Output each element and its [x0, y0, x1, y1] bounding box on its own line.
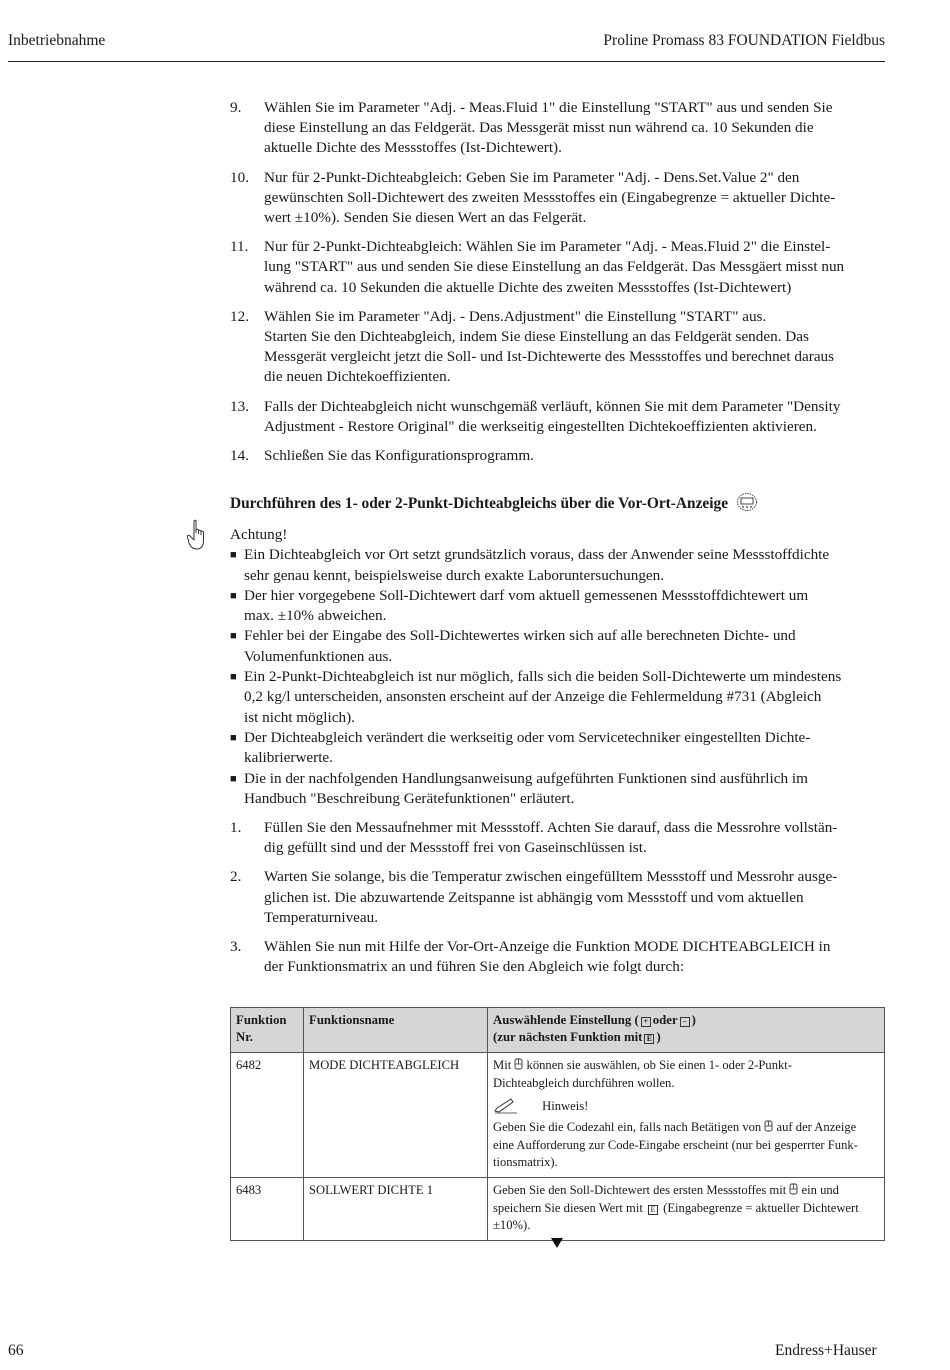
plus-minus-key-icon — [764, 1120, 773, 1137]
list-item: 3. Wählen Sie nun mit Hilfe der Vor-Ort-Anzeige die Funktion MODE DICHTEABGLEICH in der Funktionsmatrix an und führen Sie den Abgleich wie folgt durch: — [230, 938, 831, 976]
pencil-note-icon — [493, 1098, 519, 1119]
list-item: 2. Warten Sie solange, bis die Temperatur zwischen eingefülltem Messstoff und Messrohr ausge- glichen ist. Die abzuwartende Zeitspanne ist abhängig vom Messstoff und vom aktuellen Temperaturniveau. — [230, 868, 838, 926]
list-item: 1. Füllen Sie den Messaufnehmer mit Messstoff. Achten Sie darauf, dass die Messrohre vollstän- dig gefüllt sind und der Messstoff frei von Gaseinschlüssen ist. — [230, 819, 838, 857]
footer-brand: Endress+Hauser — [775, 1342, 877, 1359]
function-table — [230, 1007, 885, 1241]
list-item: 11. Nur für 2-Punkt-Dichteabgleich: Wählen Sie im Parameter "Adj. - Meas.Fluid 2" die Einstel- lung "START" aus und senden Sie diese Einstellung an das Feldgerät. Das Messgäert misst nun während ca. 10 Sekunden die aktuelle Dichte des zweiten Messstoffes (Ist-Dichtewert) — [230, 238, 845, 296]
col-header-nr: Funktion Nr. — [231, 1008, 304, 1053]
col-header-setting: Auswählende Einstellung ( + oder − ) (zur nächsten Funktion mit E ) — [488, 1008, 885, 1053]
table-row: 6483 SOLLWERT DICHTE 1 Geben Sie den Soll-Dichtewert des ersten Messstoffes mit ein und speichern Sie diesen Wert mit E (Eingabegrenze = aktueller Dichtewert ±10%). — [231, 1178, 885, 1241]
plus-minus-key-icon — [514, 1058, 523, 1075]
list-item: ■ Ein 2-Punkt-Dichteabgleich ist nur möglich, falls sich die beiden Soll-Dichtewerte um mindestens 0,2 kg/l unterscheiden, ansonsten erscheint auf der Anzeige die Fehlermeldung #731 (Abgleich ist nicht möglich). — [230, 668, 842, 726]
table-header-row — [231, 1008, 885, 1053]
list-item: 9. Wählen Sie im Parameter "Adj. - Meas.Fluid 1" die Einstellung "START" aus und senden Sie diese Einstellung an das Feldgerät. Das Messgerät misst nun während ca. 10 Sekunden die aktuelle Dichte des Messstoffes (Ist-Dichtewert). — [230, 99, 833, 157]
list-item: 13. Falls der Dichteabgleich nicht wunschgemäß verläuft, können Sie mit dem Parameter "Density Adjustment - Restore Original" die werkseitig eingestellten Dichtekoeffizienten aktivieren. — [230, 397, 841, 435]
warning-box — [230, 525, 886, 809]
plus-key-icon: + — [641, 1017, 651, 1027]
list-item: ■ Der Dichteabgleich verändert die werkseitig oder vom Servicetechniker eingestellten Dichte- kalibrierwerte. — [230, 728, 811, 767]
list-item: ■ Der hier vorgegebene Soll-Dichtewert darf vom aktuell gemessenen Messstoffdichtewert um max. ±10% abweichen. — [230, 586, 809, 625]
local-display-icon — [736, 492, 758, 517]
steps-top-list — [230, 98, 886, 475]
list-item: ■ Fehler bei der Eingabe des Soll-Dichtewertes wirken sich auf alle berechneten Dichte- und Volumenfunktionen aus. — [230, 627, 796, 665]
list-item: ■ Die in der nachfolgenden Handlungsanweisung aufgeführten Funktionen sind ausführlich im Handbuch "Beschreibung Gerätefunktionen" erläutert. — [230, 769, 808, 807]
page-number: 66 — [8, 1342, 24, 1359]
col-header-name: Funktionsname — [304, 1008, 488, 1053]
minus-key-icon: − — [680, 1017, 690, 1027]
continue-down-arrow-icon — [551, 1238, 563, 1248]
table-row: 6482 MODE DICHTEABGLEICH Mit können sie auswählen, ob Sie einen 1- oder 2-Punkt- Dichteabgleich durchführen wollen. Hinweis! Geben Sie die Codezahl ein, falls nach Betätigen von auf der Anzeige eine Aufforderung zur Code-Eingabe erscheint (nur bei gesperrter Funk- tionsmatrix). — [231, 1053, 885, 1178]
steps-bottom-list — [230, 818, 886, 986]
note: Hinweis! Geben Sie die Codezahl ein, falls nach Betätigen von auf der Anzeige eine Aufforderung zur Code-Eingabe erscheint (nur bei gesperrter Funk- tionsmatrix). — [493, 1099, 858, 1169]
header-product-title: Proline Promass 83 FOUNDATION Fieldbus — [603, 32, 885, 49]
list-item: 12. Wählen Sie im Parameter "Adj. - Dens.Adjustment" die Einstellung "START" aus. Starten Sie den Dichteabgleich, indem Sie diese Einstellung an das Feldgerät senden. Das Messgerät vergleicht jetzt die Soll- und Ist-Dichtewerte des Messstoffes und berechnet daraus die neuen Dichtekoeffizienten. — [230, 307, 835, 386]
warning-heading: Achtung! — [230, 526, 288, 543]
page-header — [8, 32, 885, 62]
plus-minus-key-icon — [789, 1183, 798, 1200]
enter-key-icon: E — [644, 1034, 654, 1044]
pointing-hand-warning-icon — [186, 519, 208, 556]
enter-key-icon: E — [648, 1205, 658, 1215]
header-section-title: Inbetriebnahme — [8, 32, 106, 49]
list-item: 14. Schließen Sie das Konfigurationsprogramm. — [230, 447, 534, 465]
section-heading: Durchführen des 1- oder 2-Punkt-Dichteabgleichs über die Vor-Ort-Anzeige — [230, 492, 758, 517]
list-item: 10. Nur für 2-Punkt-Dichteabgleich: Geben Sie im Parameter "Adj. - Dens.Set.Value 2" den gewünschten Soll-Dichtewert des zweiten Messstoffes ein (Eingabegrenze = aktueller Dichte- wert ±10%). Senden Sie diesen Wert an das Felgerät. — [230, 168, 836, 227]
list-item: ■ Ein Dichteabgleich vor Ort setzt grundsätzlich voraus, dass der Anwender seine Messstoffdichte sehr genau kennt, beispielsweise durch exakte Laboruntersuchungen. — [230, 546, 830, 584]
